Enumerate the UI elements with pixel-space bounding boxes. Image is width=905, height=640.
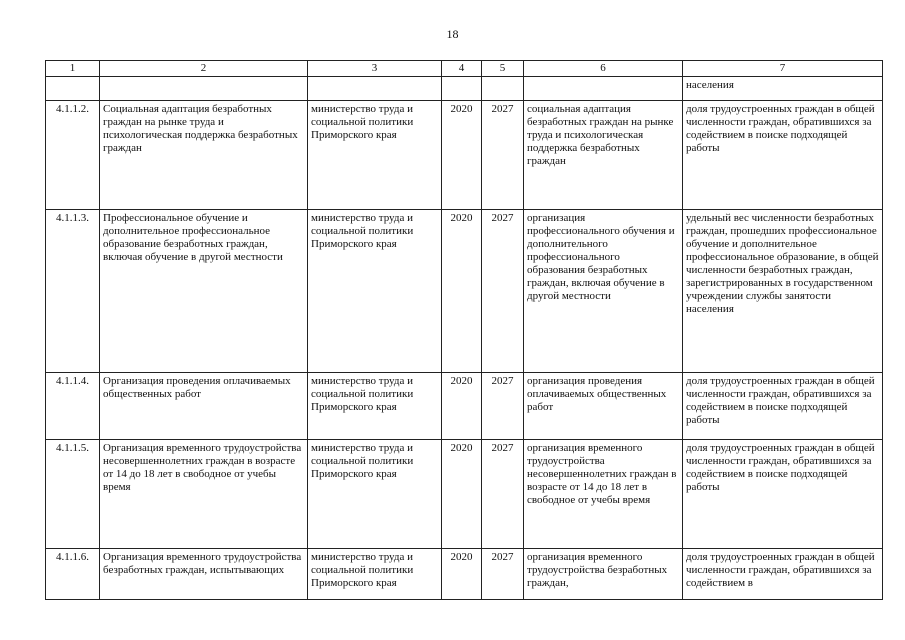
item-number: 4.1.1.5. — [46, 440, 100, 549]
column-number-row — [46, 61, 883, 77]
column-header: 2 — [100, 61, 308, 77]
column-header: 4 — [442, 61, 482, 77]
start-year: 2020 — [442, 373, 482, 440]
end-year: 2027 — [482, 101, 524, 210]
indicator-cell: доля трудоустроенных граждан в общей численности граждан, обратившихся за содействием в поиске подходящей работы — [683, 101, 883, 210]
measure-name: Организация проведения оплачиваемых общественных работ — [100, 373, 308, 440]
start-year: 2020 — [442, 210, 482, 373]
start-year: 2020 — [442, 101, 482, 210]
item-number: 4.1.1.3. — [46, 210, 100, 373]
executor-cell: министерство труда и социальной политики Приморского края — [308, 210, 442, 373]
result-cell: организация временного трудоустройства несовершеннолетних граждан в возрасте от 14 до 18 лет в свободное от учебы время — [524, 440, 683, 549]
executor-cell: министерство труда и социальной политики Приморского края — [308, 101, 442, 210]
start-year: 2020 — [442, 440, 482, 549]
executor-cell: министерство труда и социальной политики Приморского края — [308, 549, 442, 600]
column-header: 7 — [683, 61, 883, 77]
column-header: 5 — [482, 61, 524, 77]
indicator-cell: доля трудоустроенных граждан в общей численности граждан, обратившихся за содействием в — [683, 549, 883, 600]
measure-name: Профессиональное обучение и дополнительное профессиональное образование безработных граждан, включая обучение в другой местности — [100, 210, 308, 373]
table-row — [46, 549, 883, 600]
end-year: 2027 — [482, 210, 524, 373]
column-header: 6 — [524, 61, 683, 77]
end-year: 2027 — [482, 549, 524, 600]
indicator-cell: удельный вес численности безработных граждан, прошедших профессиональное обучение и дополнительное профессиональное образование, в общей численности безработных граждан, зарегистрированных в государственном учреждении службы занятости населения — [683, 210, 883, 373]
column-header: 3 — [308, 61, 442, 77]
measures-table — [45, 60, 883, 600]
page-number: 18 — [446, 27, 459, 41]
end-year: 2027 — [482, 440, 524, 549]
table-row — [46, 440, 883, 549]
result-cell: организация профессионального обучения и дополнительного профессионального образования безработных граждан, включая обучение в другой местности — [524, 210, 683, 373]
indicator-cell: доля трудоустроенных граждан в общей численности граждан, обратившихся за содействием в поиске подходящей работы — [683, 440, 883, 549]
column-header: 1 — [46, 61, 100, 77]
result-cell: организация проведения оплачиваемых общественных работ — [524, 373, 683, 440]
measure-name: Организация временного трудоустройства несовершеннолетних граждан в возрасте от 14 до 18 лет в свободное от учебы время — [100, 440, 308, 549]
item-number: 4.1.1.2. — [46, 101, 100, 210]
measure-name: Организация временного трудоустройства безработных граждан, испытывающих — [100, 549, 308, 600]
indicator-cell: доля трудоустроенных граждан в общей численности граждан, обратившихся за содействием в поиске подходящей работы — [683, 373, 883, 440]
table-row — [46, 101, 883, 210]
executor-cell: министерство труда и социальной политики Приморского края — [308, 373, 442, 440]
start-year: 2020 — [442, 549, 482, 600]
indicator-cell: населения — [683, 77, 883, 101]
table-row — [46, 210, 883, 373]
result-cell: организация временного трудоустройства безработных граждан, — [524, 549, 683, 600]
result-cell: социальная адаптация безработных граждан на рынке труда и психологическая поддержка безработных граждан — [524, 101, 683, 210]
measure-name: Социальная адаптация безработных граждан на рынке труда и психологическая поддержка безработных граждан — [100, 101, 308, 210]
executor-cell: министерство труда и социальной политики Приморского края — [308, 440, 442, 549]
item-number: 4.1.1.4. — [46, 373, 100, 440]
item-number: 4.1.1.6. — [46, 549, 100, 600]
end-year: 2027 — [482, 373, 524, 440]
table-row — [46, 373, 883, 440]
continuation-row — [46, 77, 883, 101]
